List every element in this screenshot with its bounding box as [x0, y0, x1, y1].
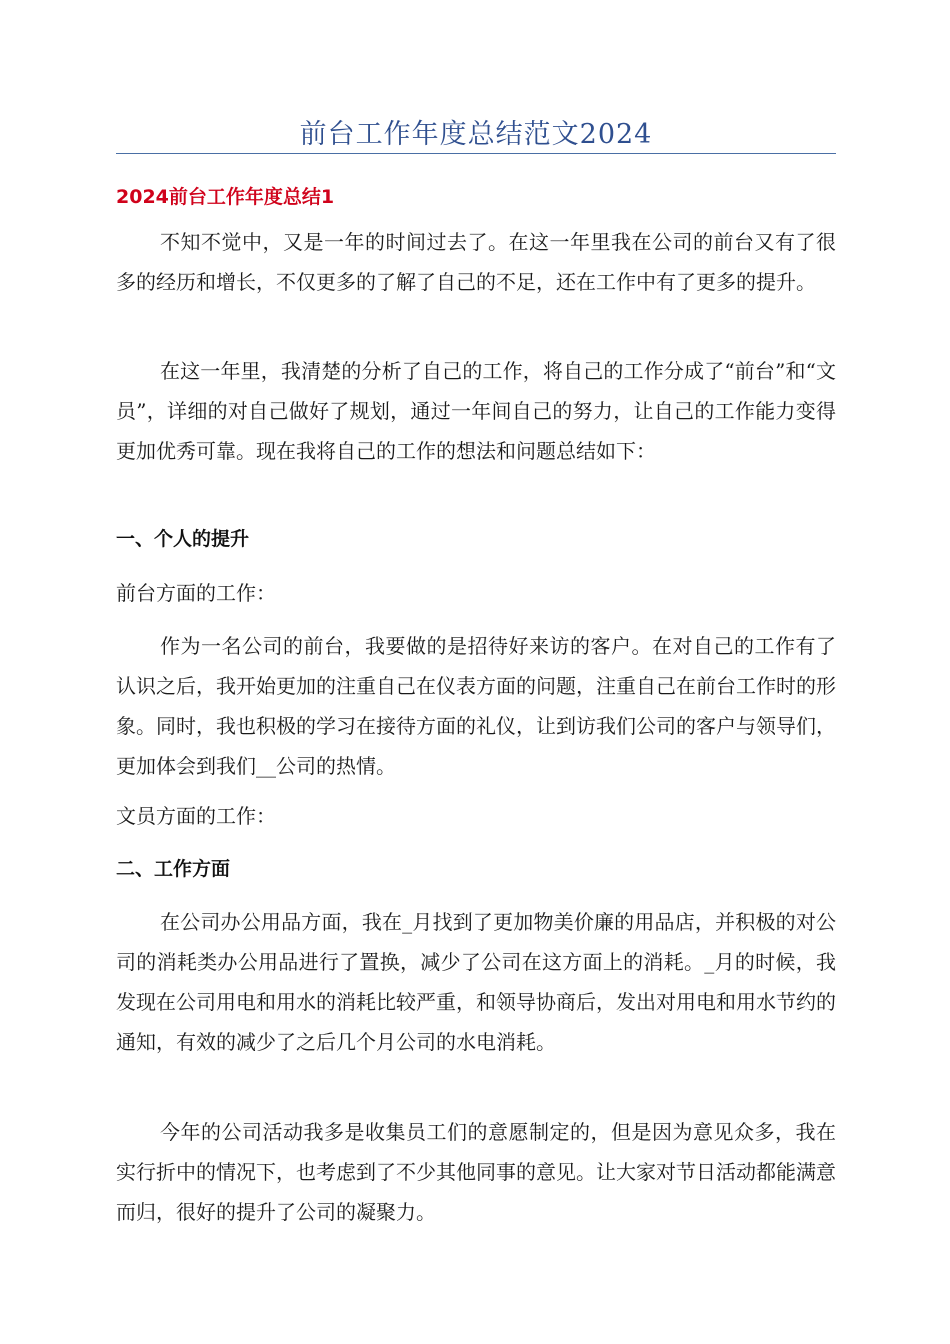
heading-work-aspects: 二、工作方面: [116, 858, 231, 880]
title-underline: [116, 153, 836, 154]
paragraph-office-supplies: 在公司办公用品方面，我在_月找到了更加物美价廉的用品店，并积极的对公司的消耗类办公用品进行了置换，减少了公司在这方面上的消耗。_月的时候，我发现在公司用电和用水的消耗比较严重，和领导协商后，发出对用电和用水节约的通知，有效的减少了之后几个月公司的水电消耗。: [116, 910, 836, 1054]
document-title: 前台工作年度总结范文2024: [299, 119, 653, 150]
section-title: 2024前台工作年度总结1: [116, 186, 335, 208]
label-front-desk-work: 前台方面的工作：: [116, 581, 276, 605]
paragraph-overview: 在这一年里，我清楚的分析了自己的工作，将自己的工作分成了“前台”和“文员”，详细的对自己做好了规划，通过一年间自己的努力，让自己的工作能力变得更加优秀可靠。现在我将自己的工作的想法和问题总结如下：: [116, 359, 836, 463]
paragraph-company-activities: 今年的公司活动我多是收集员工们的意愿制定的，但是因为意见众多，我在实行折中的情况下，也考虑到了不少其他同事的意见。让大家对节日活动都能满意而归，很好的提升了公司的凝聚力。: [116, 1120, 836, 1224]
paragraph-front-desk: 作为一名公司的前台，我要做的是招待好来访的客户。在对自己的工作有了认识之后，我开始更加的注重自己在仪表方面的问题，注重自己在前台工作时的形象。同时，我也积极的学习在接待方面的礼仪，让到访我们公司的客户与领导们，更加体会到我们__公司的热情。: [116, 634, 836, 778]
heading-personal-improvement: 一、个人的提升: [116, 528, 250, 550]
paragraph-intro: 不知不觉中，又是一年的时间过去了。在这一年里我在公司的前台又有了很多的经历和增长，不仅更多的了解了自己的不足，还在工作中有了更多的提升。: [116, 230, 836, 294]
label-clerk-work: 文员方面的工作：: [116, 804, 276, 828]
